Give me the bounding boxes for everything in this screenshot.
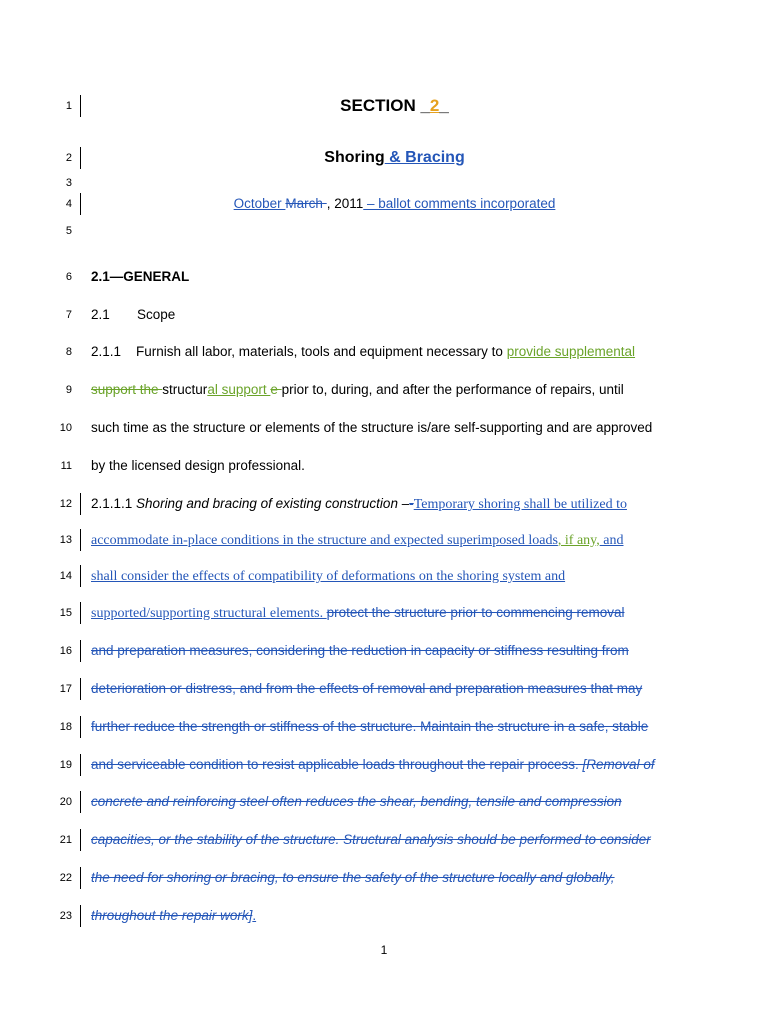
insertion-run: .	[252, 908, 257, 923]
line-10	[0, 413, 768, 443]
deletion-italic-run: concrete and reinforcing steel often reduces the shear, bending, tensile and compression	[91, 794, 622, 809]
line-number: 22	[59, 872, 72, 884]
date-deletion: March	[285, 196, 323, 211]
change-bar	[80, 529, 81, 551]
insertion-run: al support	[207, 382, 271, 397]
line-number: 3	[65, 177, 72, 189]
heading-general-text: 2.1—GENERAL	[91, 269, 190, 284]
line-20	[0, 787, 768, 817]
line-1	[0, 91, 768, 121]
date-line	[91, 189, 698, 219]
date-year: , 2011	[326, 196, 364, 211]
change-bar	[80, 95, 81, 117]
line-number: 21	[59, 834, 72, 846]
line-number: 2	[65, 152, 72, 164]
line-number: 9	[65, 384, 72, 396]
deletion-run: e	[270, 382, 282, 397]
deletion-run: and preparation measures, considering the reduction in capacity or stiffness resulting from	[91, 643, 629, 658]
paragraph-line	[91, 674, 673, 704]
deletion-run: and serviceable condition to resist applicable loads throughout the repair process.	[91, 757, 583, 772]
clause-number: 2.1.1.1	[91, 496, 137, 511]
line-number: 23	[59, 910, 72, 922]
line-22	[0, 863, 768, 893]
text-run: by the licensed design professional.	[91, 458, 305, 473]
deletion-italic-run: capacities, or the stability of the structure. Structural analysis should be performed to consider	[91, 832, 651, 847]
line-5	[0, 216, 768, 246]
heading-scope	[91, 300, 673, 330]
deletion-run: protect the structure prior to commencing removal	[326, 605, 625, 620]
paragraph-line	[91, 787, 673, 817]
text-run: –	[397, 496, 410, 511]
paragraph-line	[91, 489, 673, 520]
line-17	[0, 674, 768, 704]
change-bar	[80, 565, 81, 587]
section-title	[91, 91, 698, 122]
paragraph-line	[91, 712, 673, 742]
paragraph-line	[91, 561, 673, 592]
line-number: 7	[65, 309, 72, 321]
paragraph-line	[91, 636, 673, 666]
deletion-run: deterioration or distress, and from the effects of removal and preparation measures that may	[91, 681, 643, 696]
paragraph-line	[91, 598, 673, 629]
heading-general	[91, 262, 673, 292]
text-run: prior to, during, and after the performance of repairs, until	[281, 382, 624, 397]
deletion-italic-run: throughout the repair work]	[91, 908, 253, 923]
text-run: Furnish all labor, materials, tools and equipment necessary to	[136, 344, 507, 359]
insertion-run: provide supplemental	[506, 344, 636, 359]
paragraph-line	[91, 863, 673, 893]
line-6	[0, 262, 768, 292]
paragraph-line	[91, 825, 673, 855]
change-bar	[80, 791, 81, 813]
line-number: 20	[59, 796, 72, 808]
change-bar	[80, 905, 81, 927]
line-number: 19	[59, 759, 72, 771]
change-bar	[80, 602, 81, 624]
paragraph-line	[91, 451, 673, 481]
change-bar	[80, 493, 81, 515]
change-bar	[80, 829, 81, 851]
line-number: 17	[59, 683, 72, 695]
line-14	[0, 561, 768, 591]
line-15	[0, 598, 768, 628]
text-run: such time as the structure or elements of the structure is/are self-supporting and are approved	[91, 420, 653, 435]
insertion-run: accommodate in-place conditions in the structure and expected superimposed loads	[91, 533, 558, 548]
text-run: structur	[162, 382, 208, 397]
line-19	[0, 750, 768, 780]
line-23	[0, 901, 768, 931]
line-number: 6	[65, 271, 72, 283]
clause-italic-title: Shoring and bracing of existing construction	[136, 496, 398, 511]
change-bar	[80, 867, 81, 889]
paragraph-line	[91, 413, 673, 443]
line-number: 11	[60, 460, 72, 472]
insertion-run: Temporary shoring shall be utilized to	[413, 497, 627, 512]
section-title-trail: _	[439, 96, 449, 115]
change-bar	[80, 147, 81, 169]
page-number: 1	[380, 943, 388, 957]
paragraph-line	[91, 750, 673, 780]
line-number: 14	[59, 570, 72, 582]
paragraph-line	[91, 901, 673, 931]
change-bar	[80, 716, 81, 738]
line-number: 1	[65, 100, 72, 112]
insertion-run: , if any,	[557, 533, 600, 548]
line-13	[0, 525, 768, 555]
deletion-italic-run: the need for shoring or bracing, to ensure the safety of the structure locally and globally,	[91, 870, 615, 885]
paragraph-line	[91, 375, 673, 405]
subtitle-text: Shoring	[324, 149, 385, 166]
line-21	[0, 825, 768, 855]
change-bar	[80, 640, 81, 662]
insertion-run: shall consider the effects of compatibility of deformations on the shoring system and	[91, 569, 566, 584]
deletion-italic-run: [Removal of	[582, 757, 655, 772]
subtitle-insertion: & Bracing	[384, 149, 465, 166]
clause-number: 2.1.1	[91, 344, 122, 359]
deletion-run: support the	[91, 382, 163, 397]
section-title-text: SECTION _	[340, 96, 430, 115]
paragraph-line	[91, 337, 673, 367]
line-7	[0, 300, 768, 330]
line-18	[0, 712, 768, 742]
section-number-insertion: 2	[429, 96, 440, 115]
line-number: 8	[65, 346, 72, 358]
line-8	[0, 337, 768, 367]
line-12	[0, 489, 768, 519]
ballot-note-insertion: – ballot comments incorporated	[363, 196, 556, 211]
line-number: 16	[59, 645, 72, 657]
line-number: 10	[59, 422, 72, 434]
change-bar	[80, 754, 81, 776]
line-11	[0, 451, 768, 481]
date-insertion: October	[233, 196, 286, 211]
change-bar	[80, 678, 81, 700]
deletion-run: -	[409, 496, 414, 511]
insertion-run: supported/supporting structural elements.	[91, 606, 327, 621]
clause-title: Scope	[137, 307, 176, 322]
line-number: 15	[59, 607, 72, 619]
clause-number: 2.1	[91, 307, 110, 322]
deletion-run: further reduce the strength or stiffness of the structure. Maintain the structure in a safe, stable	[91, 719, 649, 734]
line-number: 18	[59, 721, 72, 733]
line-number: 13	[59, 534, 72, 546]
insertion-run: and	[599, 533, 624, 548]
line-16	[0, 636, 768, 666]
line-4	[0, 189, 768, 219]
line-number: 12	[59, 498, 72, 510]
line-number: 4	[65, 198, 72, 210]
change-bar	[80, 193, 81, 215]
line-number: 5	[65, 225, 72, 237]
paragraph-line	[91, 525, 673, 556]
line-9	[0, 375, 768, 405]
